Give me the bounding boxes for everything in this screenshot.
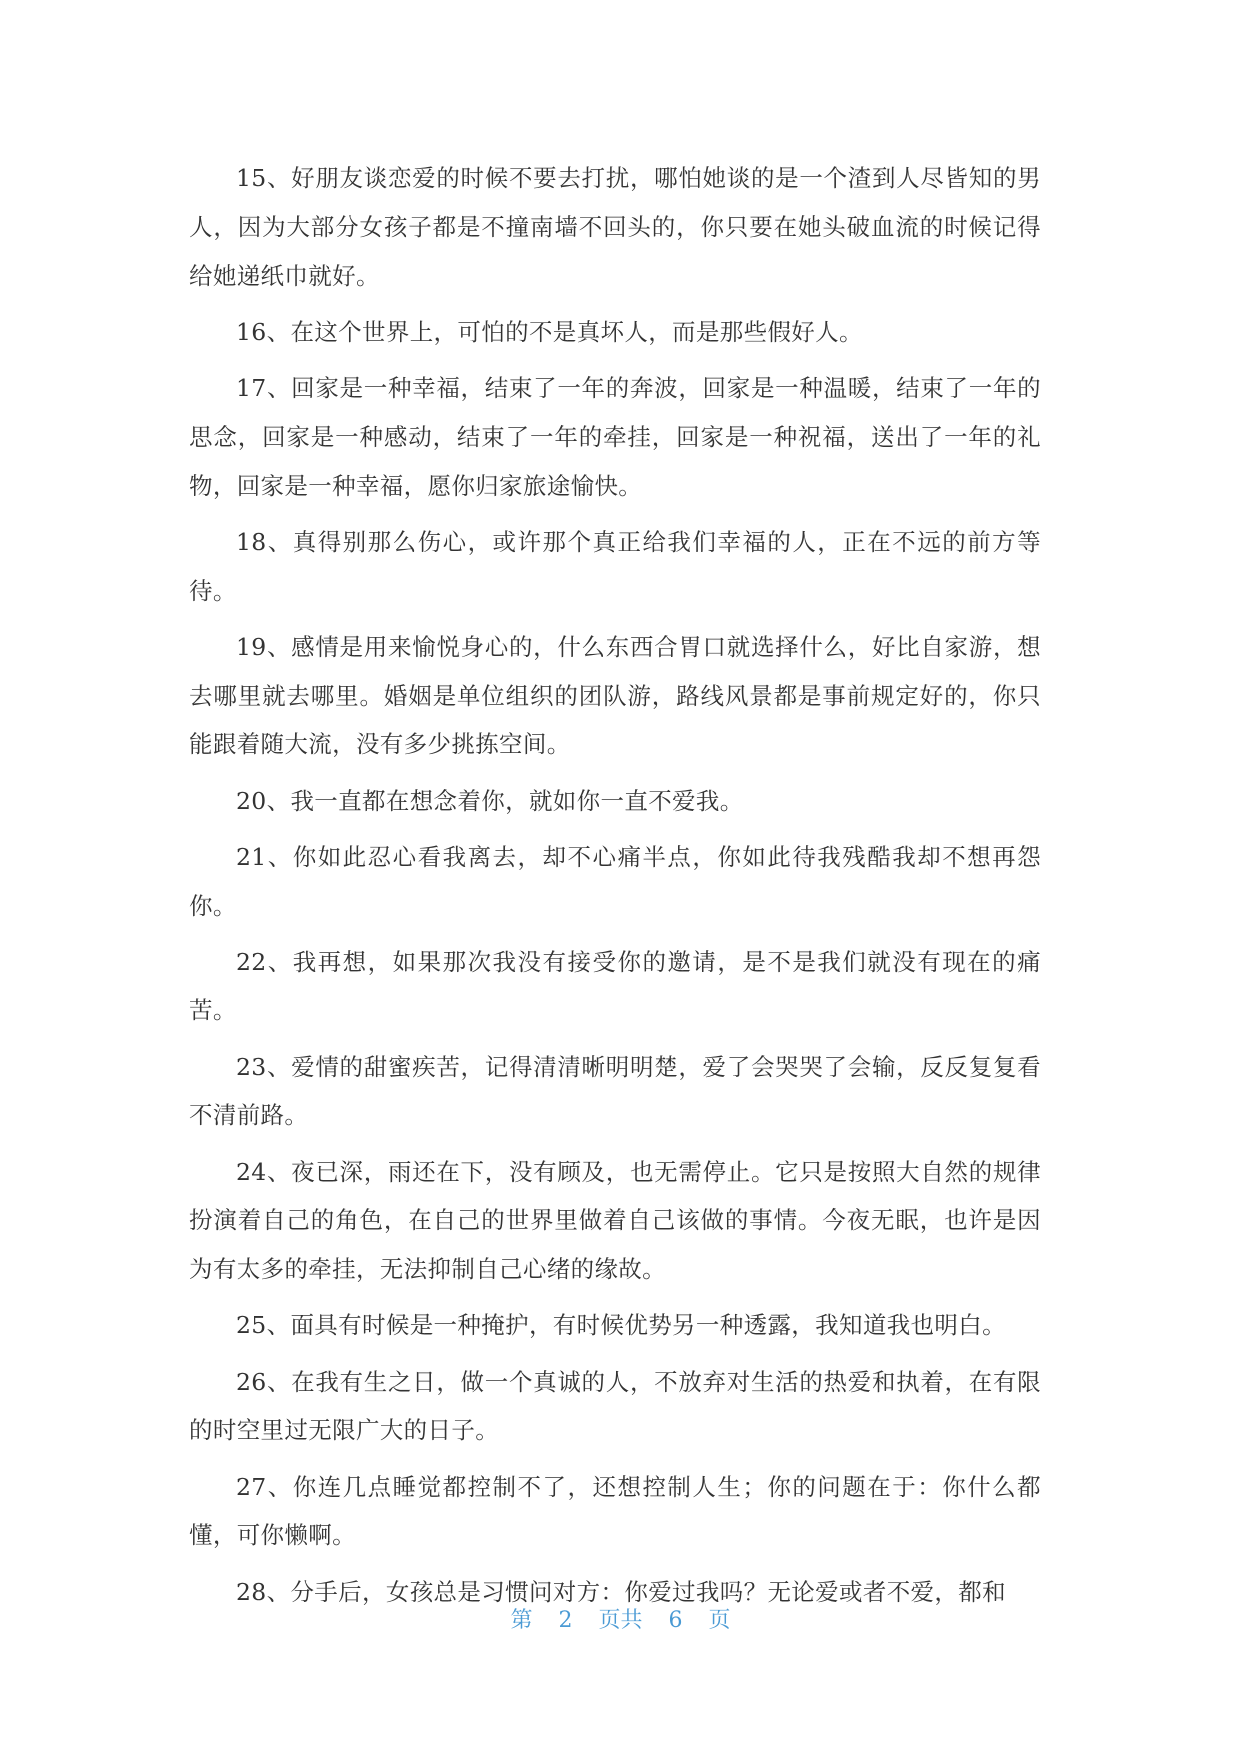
- footer-middle: 页共: [598, 1608, 643, 1633]
- document-body: [189, 154, 1041, 1624]
- footer-total-pages: 6: [668, 1608, 683, 1633]
- paragraph-26: 26、在我有生之日，做一个真诚的人，不放弃对生活的热爱和执着，在有限的时空里过无限广大的日子。: [189, 1367, 1041, 1445]
- footer-suffix: 页: [708, 1608, 731, 1633]
- paragraph-28: 28、分手后，女孩总是习惯问对方：你爱过我吗？无论爱或者不爱，都和: [236, 1577, 1006, 1606]
- page-footer: [0, 1603, 1241, 1634]
- paragraph-23: 23、爱情的甜蜜疾苦，记得清清晰明明楚，爱了会哭哭了会输，反反复复看不清前路。: [189, 1052, 1041, 1130]
- paragraph-27: 27、你连几点睡觉都控制不了，还想控制人生；你的问题在于：你什么都懂，可你懒啊。: [189, 1472, 1041, 1550]
- paragraph-20: 20、我一直都在想念着你，就如你一直不爱我。: [236, 786, 744, 815]
- paragraph-15: 15、好朋友谈恋爱的时候不要去打扰，哪怕她谈的是一个渣到人尽皆知的男人，因为大部分女孩子都是不撞南墙不回头的，你只要在她头破血流的时候记得给她递纸巾就好。: [189, 164, 1041, 290]
- footer-prefix: 第: [510, 1608, 533, 1633]
- paragraph-17: 17、回家是一种幸福，结束了一年的奔波，回家是一种温暖，结束了一年的思念，回家是一种感动，结束了一年的牵挂，回家是一种祝福，送出了一年的礼物，回家是一种幸福，愿你归家旅途愉快。: [189, 373, 1041, 500]
- paragraph-24: 24、夜已深，雨还在下，没有顾及，也无需停止。它只是按照大自然的规律扮演着自己的角色，在自己的世界里做着自己该做的事情。今夜无眠，也许是因为有太多的牵挂，无法抑制自己心绪的缘故。: [189, 1157, 1041, 1284]
- paragraph-16: 16、在这个世界上，可怕的不是真坏人，而是那些假好人。: [236, 317, 863, 346]
- paragraph-19: 19、感情是用来愉悦身心的，什么东西合胃口就选择什么，好比自家游，想去哪里就去哪里。婚姻是单位组织的团队游，路线风景都是事前规定好的，你只能跟着随大流，没有多少挑拣空间。: [189, 632, 1041, 759]
- paragraph-22: 22、我再想，如果那次我没有接受你的邀请，是不是我们就没有现在的痛苦。: [189, 947, 1041, 1025]
- paragraph-18: 18、真得别那么伤心，或许那个真正给我们幸福的人，正在不远的前方等待。: [189, 527, 1041, 605]
- paragraph-25: 25、面具有时候是一种掩护，有时候优势另一种透露，我知道我也明白。: [236, 1311, 1006, 1340]
- paragraph-21: 21、你如此忍心看我离去，却不心痛半点，你如此待我残酷我却不想再怨你。: [189, 842, 1041, 920]
- footer-current-page: 2: [558, 1608, 573, 1633]
